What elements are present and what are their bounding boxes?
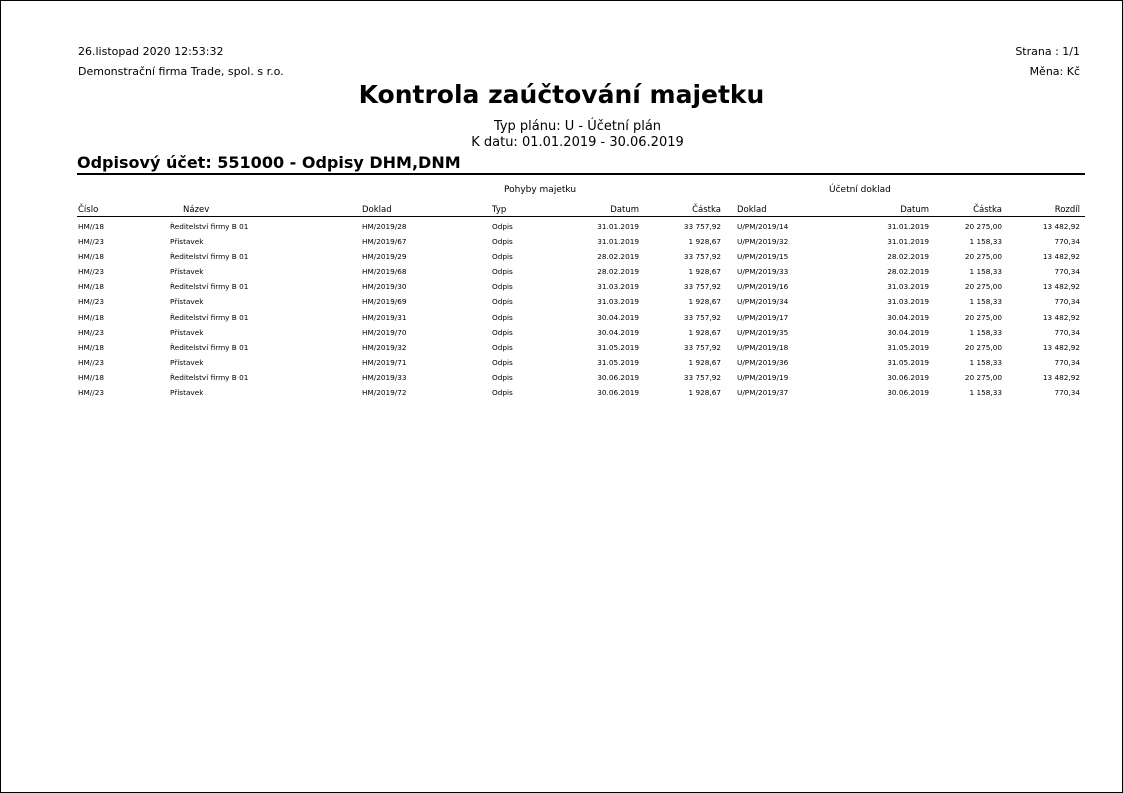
table-body [0, 222, 1123, 403]
cell-name: Ředitelství firmy B 01 [170, 312, 249, 322]
cell-amount: 33 757,92 [683, 342, 721, 352]
cell-acc-date: 30.06.2019 [887, 372, 929, 382]
cell-name: Přístavek [170, 237, 204, 247]
col-header-amount: Částka [692, 205, 721, 215]
col-header-document: Doklad [362, 205, 392, 215]
cell-acc-amount: 20 275,00 [964, 372, 1002, 382]
col-header-acc-date: Datum [900, 205, 929, 215]
cell-acc-date: 30.06.2019 [887, 388, 929, 398]
cell-acc-date: 31.05.2019 [887, 357, 929, 367]
cell-difference: 13 482,92 [1042, 282, 1080, 292]
cell-date: 28.02.2019 [597, 252, 639, 262]
cell-acc-date: 30.04.2019 [887, 312, 929, 322]
cell-document: HM/2019/33 [362, 372, 407, 382]
col-header-name: Název [183, 205, 210, 215]
cell-acc-amount: 1 158,33 [969, 357, 1002, 367]
group-heading-movements: Pohyby majetku [504, 185, 577, 195]
cell-acc-document: U/PM/2019/37 [737, 388, 789, 398]
cell-type: Odpis [492, 357, 513, 367]
cell-document: HM/2019/29 [362, 252, 407, 262]
cell-difference: 13 482,92 [1042, 252, 1080, 262]
report-title: Kontrola zaúčtování majetku [358, 80, 765, 109]
cell-number: HM//23 [78, 388, 104, 398]
cell-document: HM/2019/32 [362, 342, 407, 352]
col-header-acc-document: Doklad [737, 205, 767, 215]
cell-document: HM/2019/70 [362, 327, 407, 337]
cell-difference: 770,34 [1054, 267, 1080, 277]
table-row [0, 297, 1123, 312]
cell-number: HM//18 [78, 282, 104, 292]
cell-type: Odpis [492, 297, 513, 307]
cell-number: HM//18 [78, 312, 104, 322]
header-divider [77, 216, 1085, 217]
section-divider [77, 173, 1085, 175]
table-row [0, 313, 1123, 328]
cell-name: Ředitelství firmy B 01 [170, 252, 249, 262]
cell-difference: 770,34 [1054, 327, 1080, 337]
cell-date: 30.06.2019 [597, 388, 639, 398]
cell-document: HM/2019/71 [362, 357, 407, 367]
cell-acc-document: U/PM/2019/34 [737, 297, 789, 307]
col-header-date: Datum [610, 205, 639, 215]
cell-date: 31.01.2019 [597, 222, 639, 231]
cell-type: Odpis [492, 372, 513, 382]
cell-acc-date: 31.03.2019 [887, 282, 929, 292]
cell-acc-document: U/PM/2019/17 [737, 312, 789, 322]
cell-acc-date: 28.02.2019 [887, 252, 929, 262]
cell-amount: 33 757,92 [683, 372, 721, 382]
cell-acc-date: 31.03.2019 [887, 297, 929, 307]
group-heading-accounting: Účetní doklad [829, 185, 891, 195]
table-row [0, 267, 1123, 282]
table-row [0, 373, 1123, 388]
cell-acc-date: 31.05.2019 [887, 342, 929, 352]
table-row [0, 222, 1123, 237]
cell-number: HM//18 [78, 252, 104, 262]
cell-type: Odpis [492, 327, 513, 337]
cell-acc-date: 31.01.2019 [887, 237, 929, 247]
page-number: Strana : 1/1 [1015, 45, 1080, 58]
cell-name: Přístavek [170, 267, 204, 277]
cell-acc-document: U/PM/2019/19 [737, 372, 789, 382]
cell-acc-amount: 1 158,33 [969, 388, 1002, 398]
cell-name: Přístavek [170, 357, 204, 367]
cell-acc-amount: 20 275,00 [964, 342, 1002, 352]
cell-amount: 33 757,92 [683, 252, 721, 262]
cell-acc-date: 31.01.2019 [887, 222, 929, 231]
cell-document: HM/2019/68 [362, 267, 407, 277]
cell-type: Odpis [492, 388, 513, 398]
cell-difference: 13 482,92 [1042, 372, 1080, 382]
print-datetime: 26.listopad 2020 12:53:32 [78, 45, 224, 58]
cell-date: 31.01.2019 [597, 237, 639, 247]
col-header-number: Číslo [78, 205, 99, 215]
cell-amount: 1 928,67 [688, 388, 721, 398]
cell-acc-document: U/PM/2019/33 [737, 267, 789, 277]
cell-number: HM//23 [78, 357, 104, 367]
cell-acc-amount: 1 158,33 [969, 267, 1002, 277]
table-row [0, 252, 1123, 267]
date-range: K datu: 01.01.2019 - 30.06.2019 [471, 135, 684, 150]
cell-date: 28.02.2019 [597, 267, 639, 277]
cell-difference: 770,34 [1054, 237, 1080, 247]
table-row [0, 388, 1123, 403]
cell-amount: 1 928,67 [688, 267, 721, 277]
cell-type: Odpis [492, 237, 513, 247]
table-row [0, 282, 1123, 297]
cell-type: Odpis [492, 312, 513, 322]
cell-acc-document: U/PM/2019/36 [737, 357, 789, 367]
cell-document: HM/2019/31 [362, 312, 407, 322]
cell-amount: 33 757,92 [683, 282, 721, 292]
table-row [0, 358, 1123, 373]
cell-date: 31.05.2019 [597, 357, 639, 367]
cell-name: Ředitelství firmy B 01 [170, 372, 249, 382]
cell-difference: 770,34 [1054, 297, 1080, 307]
cell-number: HM//23 [78, 237, 104, 247]
cell-date: 30.04.2019 [597, 327, 639, 337]
cell-date: 30.06.2019 [597, 372, 639, 382]
cell-acc-document: U/PM/2019/18 [737, 342, 789, 352]
cell-type: Odpis [492, 282, 513, 292]
cell-amount: 33 757,92 [683, 222, 721, 231]
cell-date: 30.04.2019 [597, 312, 639, 322]
cell-acc-document: U/PM/2019/14 [737, 222, 789, 231]
cell-type: Odpis [492, 222, 513, 231]
cell-acc-amount: 1 158,33 [969, 297, 1002, 307]
cell-acc-amount: 1 158,33 [969, 237, 1002, 247]
col-header-difference: Rozdíl [1054, 205, 1080, 215]
cell-document: HM/2019/28 [362, 222, 407, 231]
table-row [0, 237, 1123, 252]
col-header-type: Typ [492, 205, 507, 215]
cell-number: HM//23 [78, 327, 104, 337]
cell-acc-date: 28.02.2019 [887, 267, 929, 277]
cell-date: 31.03.2019 [597, 297, 639, 307]
cell-document: HM/2019/30 [362, 282, 407, 292]
cell-number: HM//23 [78, 267, 104, 277]
cell-number: HM//18 [78, 222, 104, 231]
cell-name: Přístavek [170, 327, 204, 337]
cell-amount: 33 757,92 [683, 312, 721, 322]
cell-type: Odpis [492, 267, 513, 277]
table-row [0, 343, 1123, 358]
cell-number: HM//18 [78, 372, 104, 382]
cell-type: Odpis [492, 252, 513, 262]
cell-document: HM/2019/69 [362, 297, 407, 307]
col-header-acc-amount: Částka [973, 205, 1002, 215]
cell-difference: 13 482,92 [1042, 312, 1080, 322]
cell-name: Ředitelství firmy B 01 [170, 222, 249, 231]
cell-acc-amount: 20 275,00 [964, 282, 1002, 292]
cell-number: HM//18 [78, 342, 104, 352]
cell-date: 31.05.2019 [597, 342, 639, 352]
account-heading: Odpisový účet: 551000 - Odpisy DHM,DNM [77, 153, 461, 172]
cell-difference: 13 482,92 [1042, 342, 1080, 352]
cell-difference: 770,34 [1054, 388, 1080, 398]
cell-acc-amount: 1 158,33 [969, 327, 1002, 337]
cell-acc-document: U/PM/2019/15 [737, 252, 789, 262]
cell-amount: 1 928,67 [688, 357, 721, 367]
cell-acc-amount: 20 275,00 [964, 252, 1002, 262]
cell-amount: 1 928,67 [688, 237, 721, 247]
plan-type: Typ plánu: U - Účetní plán [493, 119, 662, 134]
cell-difference: 13 482,92 [1042, 222, 1080, 231]
company-name: Demonstrační firma Trade, spol. s r.o. [78, 65, 284, 78]
cell-name: Ředitelství firmy B 01 [170, 342, 249, 352]
cell-acc-document: U/PM/2019/35 [737, 327, 789, 337]
cell-amount: 1 928,67 [688, 327, 721, 337]
cell-name: Přístavek [170, 388, 204, 398]
cell-name: Přístavek [170, 297, 204, 307]
cell-acc-amount: 20 275,00 [964, 222, 1002, 231]
cell-type: Odpis [492, 342, 513, 352]
cell-amount: 1 928,67 [688, 297, 721, 307]
cell-document: HM/2019/67 [362, 237, 407, 247]
cell-acc-document: U/PM/2019/16 [737, 282, 789, 292]
cell-acc-amount: 20 275,00 [964, 312, 1002, 322]
cell-acc-date: 30.04.2019 [887, 327, 929, 337]
cell-difference: 770,34 [1054, 357, 1080, 367]
table-row [0, 328, 1123, 343]
cell-acc-document: U/PM/2019/32 [737, 237, 789, 247]
cell-date: 31.03.2019 [597, 282, 639, 292]
cell-name: Ředitelství firmy B 01 [170, 282, 249, 292]
cell-document: HM/2019/72 [362, 388, 407, 398]
currency-label: Měna: Kč [1029, 65, 1080, 78]
cell-number: HM//23 [78, 297, 104, 307]
